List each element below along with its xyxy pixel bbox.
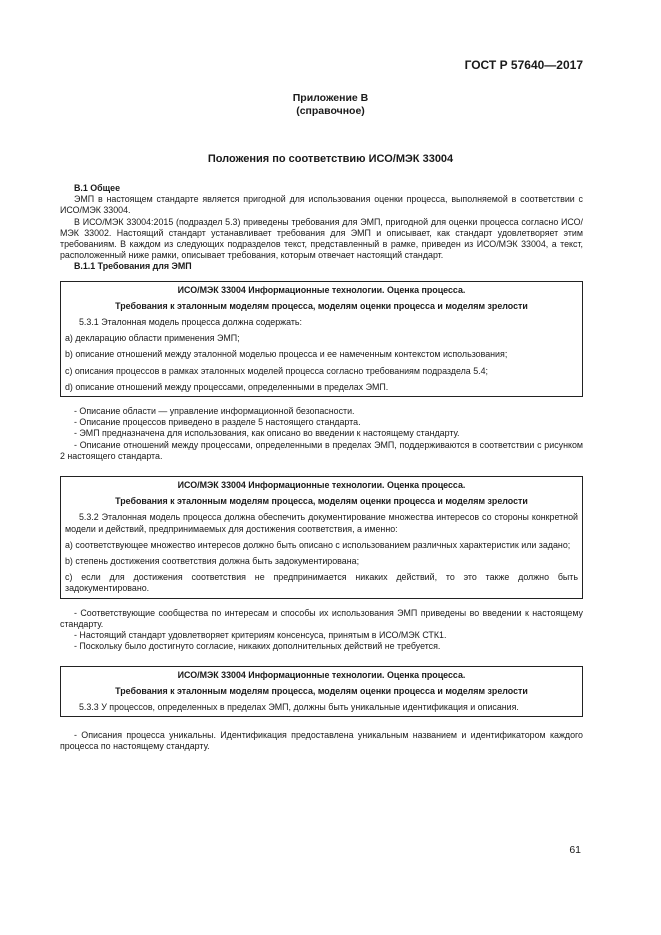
paragraph: - Описание отношений между процессами, определенными в пределах ЭМП, поддерживаются в соответствии с рисунком 2 настоящего стандарта. <box>60 439 583 461</box>
document-code: ГОСТ Р 57640—2017 <box>464 58 583 72</box>
paragraph: - Описание области — управление информационной безопасности. <box>74 406 355 417</box>
section-title: Положения по соответствию ИСО/МЭК 33004 <box>207 153 454 165</box>
annex-title: Приложение В <box>292 92 369 104</box>
box-line: a) декларацию области применения ЭМП; <box>65 333 240 344</box>
box-line: b) степень достижения соответствия должна быть задокументирована; <box>65 556 360 567</box>
paragraph: - Поскольку было достигнуто согласие, никаких дополнительных действий не требуется. <box>74 641 441 652</box>
box-line: 5.3.3 У процессов, определенных в пределах ЭМП, должны быть уникальные идентификация и описания. <box>79 701 519 712</box>
box-title: ИСО/МЭК 33004 Информационные технологии. Оценка процесса. <box>177 284 466 295</box>
box-line: 5.3.2 Эталонная модель процесса должна обеспечить документирование множества интересов со стороны конкретной модели и действий, предпринимаемых для достижения соответствия, а именно: <box>65 512 578 534</box>
box-line: a) соответствующее множество интересов должно быть описано с использованием различных характеристик или задано; <box>65 539 571 550</box>
paragraph: - Настоящий стандарт удовлетворяет критериям консенсуса, принятым в ИСО/МЭК СТК1. <box>74 630 447 641</box>
box-line: 5.3.1 Эталонная модель процесса должна содержать: <box>79 317 303 328</box>
paragraph: ЭМП в настоящем стандарте является пригодной для использования оценки процесса, выполняемой в соответствии с ИСО/МЭК 33004. <box>60 194 583 216</box>
section-b11-heading: В.1.1 Требования для ЭМП <box>74 261 192 272</box>
annex-heading <box>0 92 661 118</box>
annex-subtitle: (справочное) <box>296 105 365 117</box>
box-line: c) если для достижения соответствия не предпринимается никаких действий, то это также должно быть задокументировано. <box>65 572 578 594</box>
box-line: b) описание отношений между эталонной моделью процесса и ее намеченным контекстом использования; <box>65 349 508 360</box>
quote-box-5-3-3 <box>60 666 583 718</box>
box-subtitle: Требования к эталонным моделям процесса, моделям оценки процесса и моделям зрелости <box>115 496 528 507</box>
quote-box-5-3-2 <box>60 476 583 599</box>
document-body <box>60 183 583 753</box>
box-subtitle: Требования к эталонным моделям процесса, моделям оценки процесса и моделям зрелости <box>115 685 528 696</box>
paragraph: В ИСО/МЭК 33004:2015 (подраздел 5.3) приведены требования для ЭМП, пригодной для оценки процесса согласно ИСО/МЭК 33002. Настоящий стандарт устанавливает требования для ЭМП и описывает, как стандарт удовлетворяет этим требованиям. В каждом из следующих подразделов текст, представленный в рамке, приведен из ИСО/МЭК 33004, а текст, расположенный ниже рамки, описывает требования, которым отвечает настоящий стандарт. <box>60 216 583 261</box>
box-title: ИСО/МЭК 33004 Информационные технологии. Оценка процесса. <box>177 480 466 491</box>
paragraph: - Описания процесса уникальны. Идентификация предоставлена уникальным названием и идентификатором каждого процесса по настоящему стандарту. <box>60 730 583 752</box>
section-b1-heading: В.1 Общее <box>74 183 121 193</box>
box-subtitle: Требования к эталонным моделям процесса, моделям оценки процесса и моделям зрелости <box>115 300 528 311</box>
paragraph: - ЭМП предназначена для использования, как описано во введении к настоящему стандарту. <box>74 428 460 439</box>
box-title: ИСО/МЭК 33004 Информационные технологии. Оценка процесса. <box>177 669 466 680</box>
page-number: 61 <box>569 844 581 856</box>
box-line: c) описания процессов в рамках эталонных моделей процесса согласно требованиям подраздела 5.4; <box>65 365 489 376</box>
paragraph: - Описание процессов приведено в разделе 5 настоящего стандарта. <box>74 417 361 428</box>
box-line: d) описание отношений между процессами, определенными в пределах ЭМП. <box>65 381 389 392</box>
quote-box-5-3-1 <box>60 281 583 397</box>
paragraph: - Соответствующие сообщества по интересам и способы их использования ЭМП приведены во введении к настоящему стандарту. <box>60 607 583 629</box>
